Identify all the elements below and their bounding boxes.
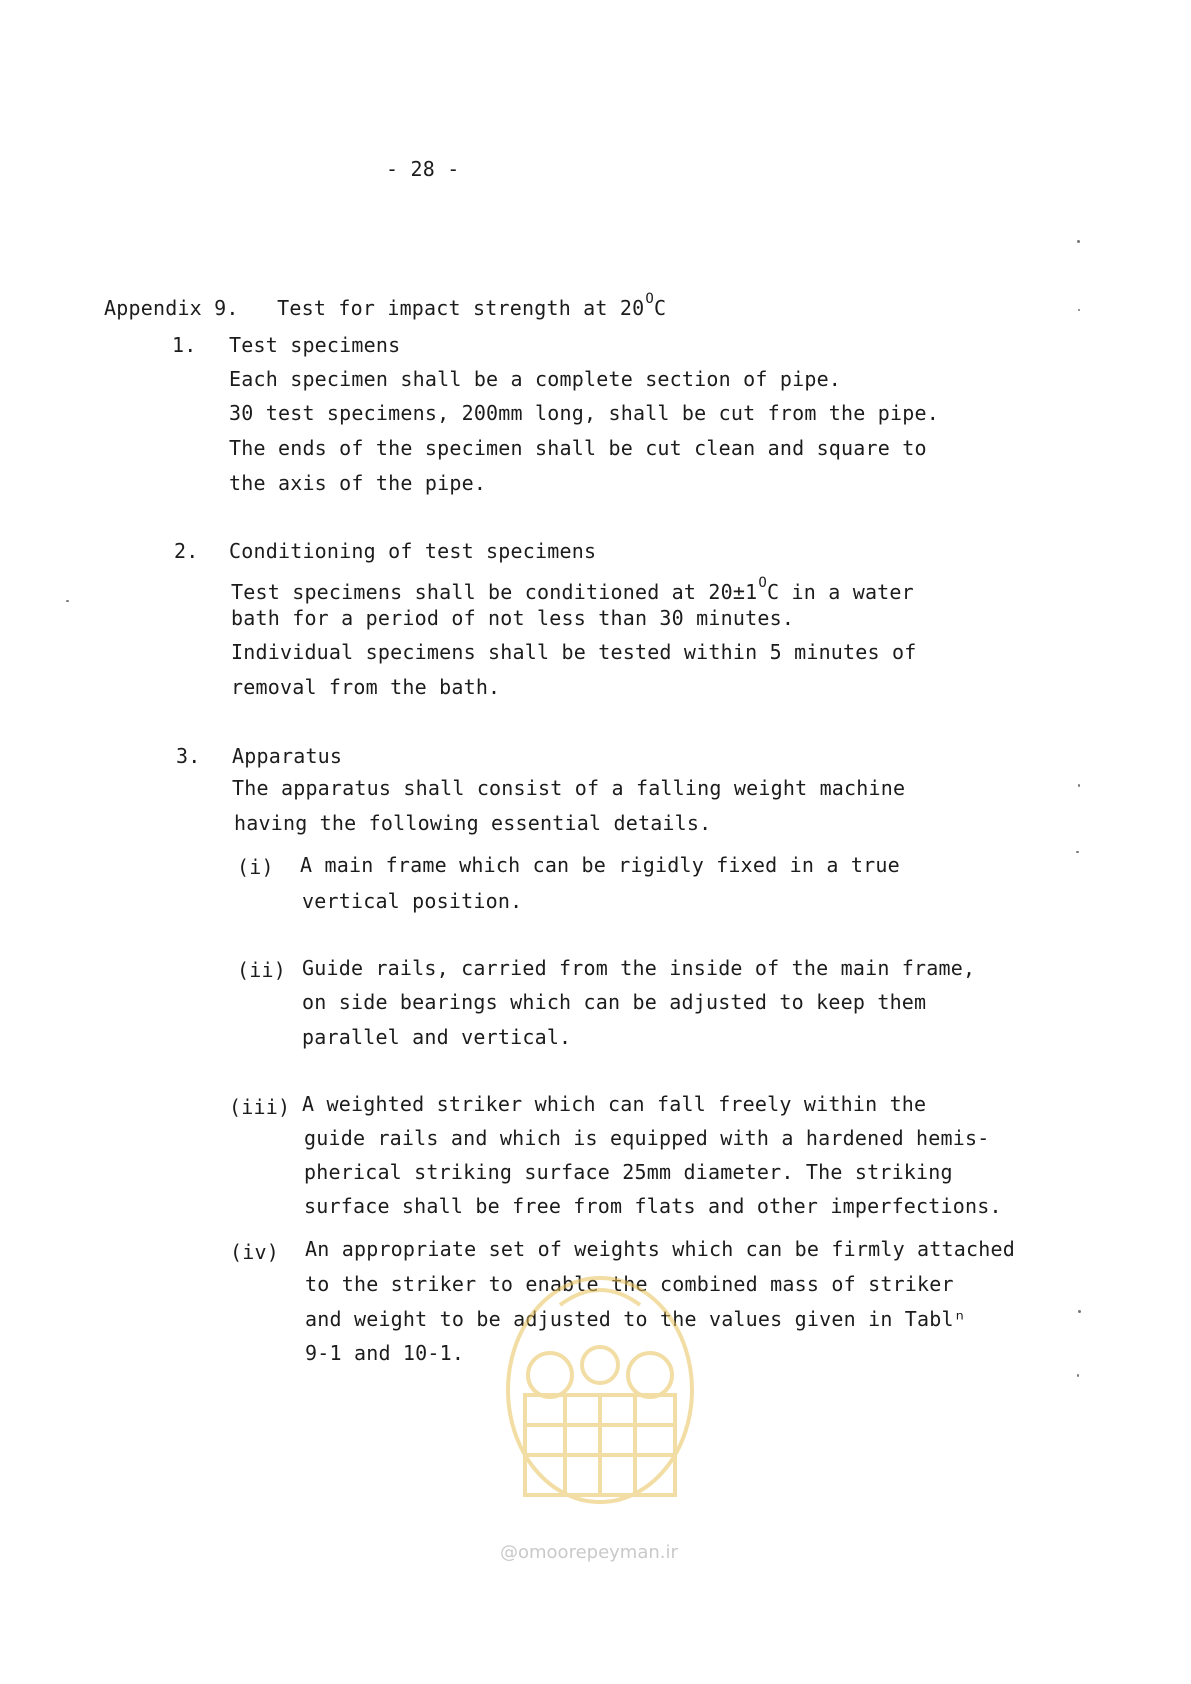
scan-speck	[1078, 309, 1080, 311]
body-line: 30 test specimens, 200mm long, shall be cut from the pipe.	[229, 401, 939, 425]
appendix-heading	[104, 287, 666, 320]
item-line: Guide rails, carried from the inside of the main frame,	[302, 956, 976, 980]
item-line: to the striker to enable the combined mass of striker	[305, 1272, 954, 1296]
item-line: vertical position.	[302, 889, 523, 913]
degree-sign: O	[758, 575, 768, 591]
scan-speck	[1078, 1310, 1081, 1313]
item-line: pherical striking surface 25mm diameter. The striking	[304, 1160, 953, 1184]
body-line: the axis of the pipe.	[229, 471, 487, 495]
item-line: on side bearings which can be adjusted to keep them	[302, 990, 927, 1014]
degree-sign: O	[645, 291, 655, 307]
body-line: having the following essential details.	[234, 811, 712, 835]
body-line: Individual specimens shall be tested within 5 minutes of	[231, 640, 917, 664]
item-label: (iv)	[230, 1240, 279, 1264]
item-line: An appropriate set of weights which can be firmly attached	[305, 1237, 1015, 1261]
section-title: Test specimens	[229, 333, 401, 357]
item-line: and weight to be adjusted to the values given in Tablⁿ	[305, 1307, 967, 1331]
item-label: (ii)	[237, 958, 286, 982]
item-label: (i)	[237, 855, 274, 879]
item-line: A main frame which can be rigidly fixed in a true	[300, 853, 900, 877]
scan-speck	[1077, 240, 1080, 243]
body-line: removal from the bath.	[231, 675, 501, 699]
temperature-unit: C	[654, 296, 667, 320]
body-line: The apparatus shall consist of a falling weight machine	[232, 776, 906, 800]
section-title: Apparatus	[232, 744, 343, 768]
body-line: The ends of the specimen shall be cut clean and square to	[229, 436, 927, 460]
body-line: bath for a period of not less than 30 minutes.	[231, 606, 795, 630]
item-line: parallel and vertical.	[302, 1025, 572, 1049]
item-line: 9-1 and 10-1.	[305, 1341, 465, 1365]
section-number: 1.	[172, 333, 197, 357]
body-line: Each specimen shall be a complete section of pipe.	[229, 367, 842, 391]
scan-speck	[66, 600, 69, 602]
scan-speck	[1078, 784, 1080, 787]
section-number: 3.	[176, 744, 201, 768]
item-label: (iii)	[229, 1095, 291, 1119]
scan-speck	[1076, 851, 1079, 853]
watermark-url: @omoorepeyman.ir	[500, 1542, 678, 1563]
item-line: A weighted striker which can fall freely within the	[302, 1092, 927, 1116]
appendix-label: Appendix 9.	[104, 296, 239, 320]
scan-speck	[1077, 1374, 1079, 1377]
appendix-title: Test for impact strength at 20	[277, 296, 645, 320]
section-title: Conditioning of test specimens	[229, 539, 597, 563]
body-line: Test specimens shall be conditioned at $20\pm 1^OC$ in a water	[231, 575, 914, 604]
item-line: guide rails and which is equipped with a hardened hemis-	[304, 1126, 990, 1150]
page-number: - 28 -	[386, 157, 460, 181]
item-line: surface shall be free from flats and other imperfections.	[304, 1194, 1002, 1218]
section-number: 2.	[174, 539, 199, 563]
watermark-logo-icon	[490, 1265, 710, 1515]
